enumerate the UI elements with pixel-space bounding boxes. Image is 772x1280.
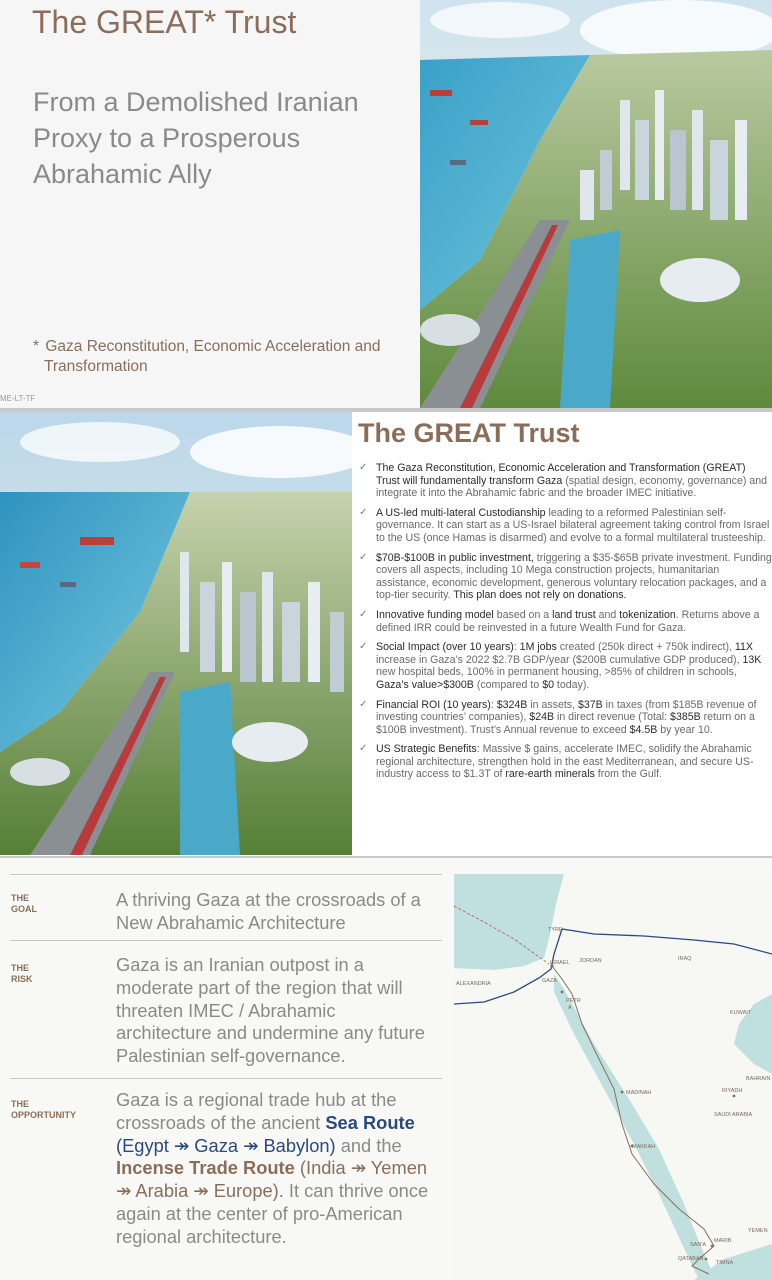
map-label: KUWAIT [730,1010,752,1016]
footnote-star: * [33,338,40,355]
map-label: A [568,1005,572,1011]
subtitle-line: Proxy to a Prosperous [33,123,301,153]
list-item [358,552,772,602]
item-bold: $70B-$100B in public investment, [376,551,534,564]
item-text: . Returns above a defined IRR could be reinvested in a future Wealth Fund for Gaza. [376,608,760,634]
check-icon: ✓ [359,641,368,653]
list-item [358,641,772,691]
map-label: TIMNA [716,1260,734,1266]
map-label: PETR [566,998,581,1004]
slide1-title: The GREAT* Trust [32,4,297,40]
item-text: from the Gulf. [594,768,662,781]
item-text: today). [553,678,590,691]
opportunity-text-part: Gaza is a regional trade hub at the crossroads of the ancient [116,1089,397,1133]
item-text: return on a $100B investment). Trust’s Annual revenue to exceed [376,711,755,736]
list-item [358,609,772,634]
map-label: TYRE [548,927,563,933]
map-label: QATABAN [678,1256,704,1262]
item-text: : [490,698,497,711]
list-item [358,507,772,545]
map-label: YEMEN [748,1228,768,1234]
list-item [358,743,772,781]
item-text: (spatial design, economy, governance) and integrate it into the Abrahamic fabric and the broader IMEC initiative. [376,474,767,500]
item-bold: $385B [670,711,701,724]
gaza-city-illustration [0,412,352,855]
check-icon: ✓ [359,462,368,473]
item-bold: $37B [577,698,603,711]
item-bold: The Gaza Reconstitution, Economic Acceleration and Transformation (GREAT) Trust will fundamentally transform Gaza [376,462,746,487]
goal-label [11,893,37,915]
item-bold: Financial ROI (10 years) [376,698,491,711]
item-text: created (250k direct + 750k indirect), [556,641,735,654]
map-label: MAKKAH [632,1144,656,1150]
opportunity-text-part: It can thrive once again at the center of pro-American regional architecture. [116,1180,429,1247]
item-text: new hospital beds, 100% in permanent housing, >85% of children in schools, [376,666,737,679]
item-bold: 11X [734,641,753,654]
check-icon: ✓ [359,551,368,563]
incense-route-detail: (India ↠ Yemen ↠ Arabia ↠ Europe). [116,1157,428,1202]
map-label: BAHRAIN [746,1076,771,1082]
map-label: MADINAH [626,1090,652,1096]
slide-code: ME-LT-TF [0,394,36,403]
slide1-footnote [33,337,403,377]
gaza-city-illustration [420,0,772,408]
opportunity-text [116,1089,436,1249]
item-bold: $4.5B [629,723,658,736]
sea-route-detail: (Egypt ↠ Gaza ↠ Babylon) [116,1134,336,1156]
item-bold: Social Impact (over 10 years) [376,641,514,654]
subtitle-line: From a Demolished Iranian [33,87,359,117]
slide1-subtitle [33,84,403,192]
item-bold: $324B [496,698,528,711]
list-item [358,699,772,737]
footnote-line: Transformation [44,358,148,375]
sea-route-label: Sea Route [325,1111,415,1133]
item-text: in assets, [527,698,578,711]
item-text: triggering a $35-$65B private investment. Funding covers all aspects, including 10 Mega construction projects, humanitarian assistance, economic development, generous voluntary relocation packages, and a top-tier security. [376,551,772,602]
incense-route-label: Incense Trade Route [116,1157,295,1179]
opportunity-text-part: and the [335,1134,402,1156]
check-icon: ✓ [359,608,368,620]
label-line: THE [11,1099,29,1109]
item-text: in direct revenue (Total: [554,711,671,724]
item-bold: US Strategic Benefits [376,743,477,756]
item-bold: 1M jobs [519,641,557,654]
map-label: SAUDI ARABIA [714,1112,753,1118]
slide-title [0,0,772,408]
item-bold: $0 [542,678,554,691]
item-bold: $24B [529,711,555,724]
item-bold: Innovative funding model [376,608,494,621]
footnote-line: Gaza Reconstitution, Economic Acceleration and [45,338,381,355]
goal-text: A thriving Gaza at the crossroads of a New Abrahamic Architecture [116,889,421,933]
item-text: in taxes (from $185B revenue of investing countries’ companies), [376,698,757,724]
label-line: RISK [11,974,33,984]
item-bold: This plan does not rely on donations. [453,589,627,602]
map-label: SAN'A [690,1242,707,1248]
risk-label [11,963,33,985]
label-line: THE [11,963,29,973]
map-label: JORDAN [579,958,602,964]
list-item [358,462,772,500]
benefits-list [358,462,772,788]
item-text: and [595,608,620,621]
item-text: leading to a reformed Palestinian self-governance. It can start as a US-Israel bilateral agreement taking control from Israel to the US (once Hamas is disarmed) and evolve to a formal multilateral trusteeship. [376,506,770,544]
item-bold: 13K [742,653,762,666]
map-label: ALEXANDRIA [456,981,491,987]
item-bold: tokenization [619,608,676,621]
check-icon: ✓ [359,506,368,518]
item-bold: land trust [552,608,596,621]
item-bold: A US-led multi-lateral Custodianship [376,506,546,519]
check-icon: ✓ [359,743,368,755]
map-label: GAZA [542,978,557,984]
item-text: increase in Gaza’s 2022 $2.7B GDP/year ($200B cumulative GDP produced), [376,653,743,666]
slide2-title: The GREAT Trust [358,418,580,448]
slide-goal-risk-opportunity [0,858,772,1280]
opportunity-label [11,1099,76,1121]
item-text: : Massive $ gains, accelerate IMEC, solidify the Abrahamic regional architecture, strengthen hold in the east Mediterranean, and secure US-industry access to $1.3T of [376,743,754,781]
trade-routes-map [454,874,772,1280]
risk-row [10,940,442,1078]
risk-text: Gaza is an Iranian outpost in a moderate part of the region that will threaten IMEC / Abrahamic architecture and undermine any future Palestinian self-governance. [116,954,425,1067]
map-label: ISRAEL [550,960,570,966]
label-line: THE [11,893,29,903]
item-bold: Gaza’s value>$300B [376,678,474,691]
goal-row [10,874,442,940]
map-label: IRAQ [678,956,692,962]
label-line: GOAL [11,904,37,914]
map-label: RIYADH [722,1088,743,1094]
item-text: by year 10. [657,723,713,736]
subtitle-line: Abrahamic Ally [33,159,212,189]
item-bold: rare-earth minerals [505,768,595,781]
item-text: (compared to [473,678,543,691]
item-text: based on a [493,608,553,621]
opportunity-row [10,1078,442,1278]
slide-great-trust [0,412,772,856]
item-text: : [513,641,520,654]
label-line: OPPORTUNITY [11,1110,77,1120]
map-label: MARIB [714,1238,732,1244]
check-icon: ✓ [359,698,368,710]
